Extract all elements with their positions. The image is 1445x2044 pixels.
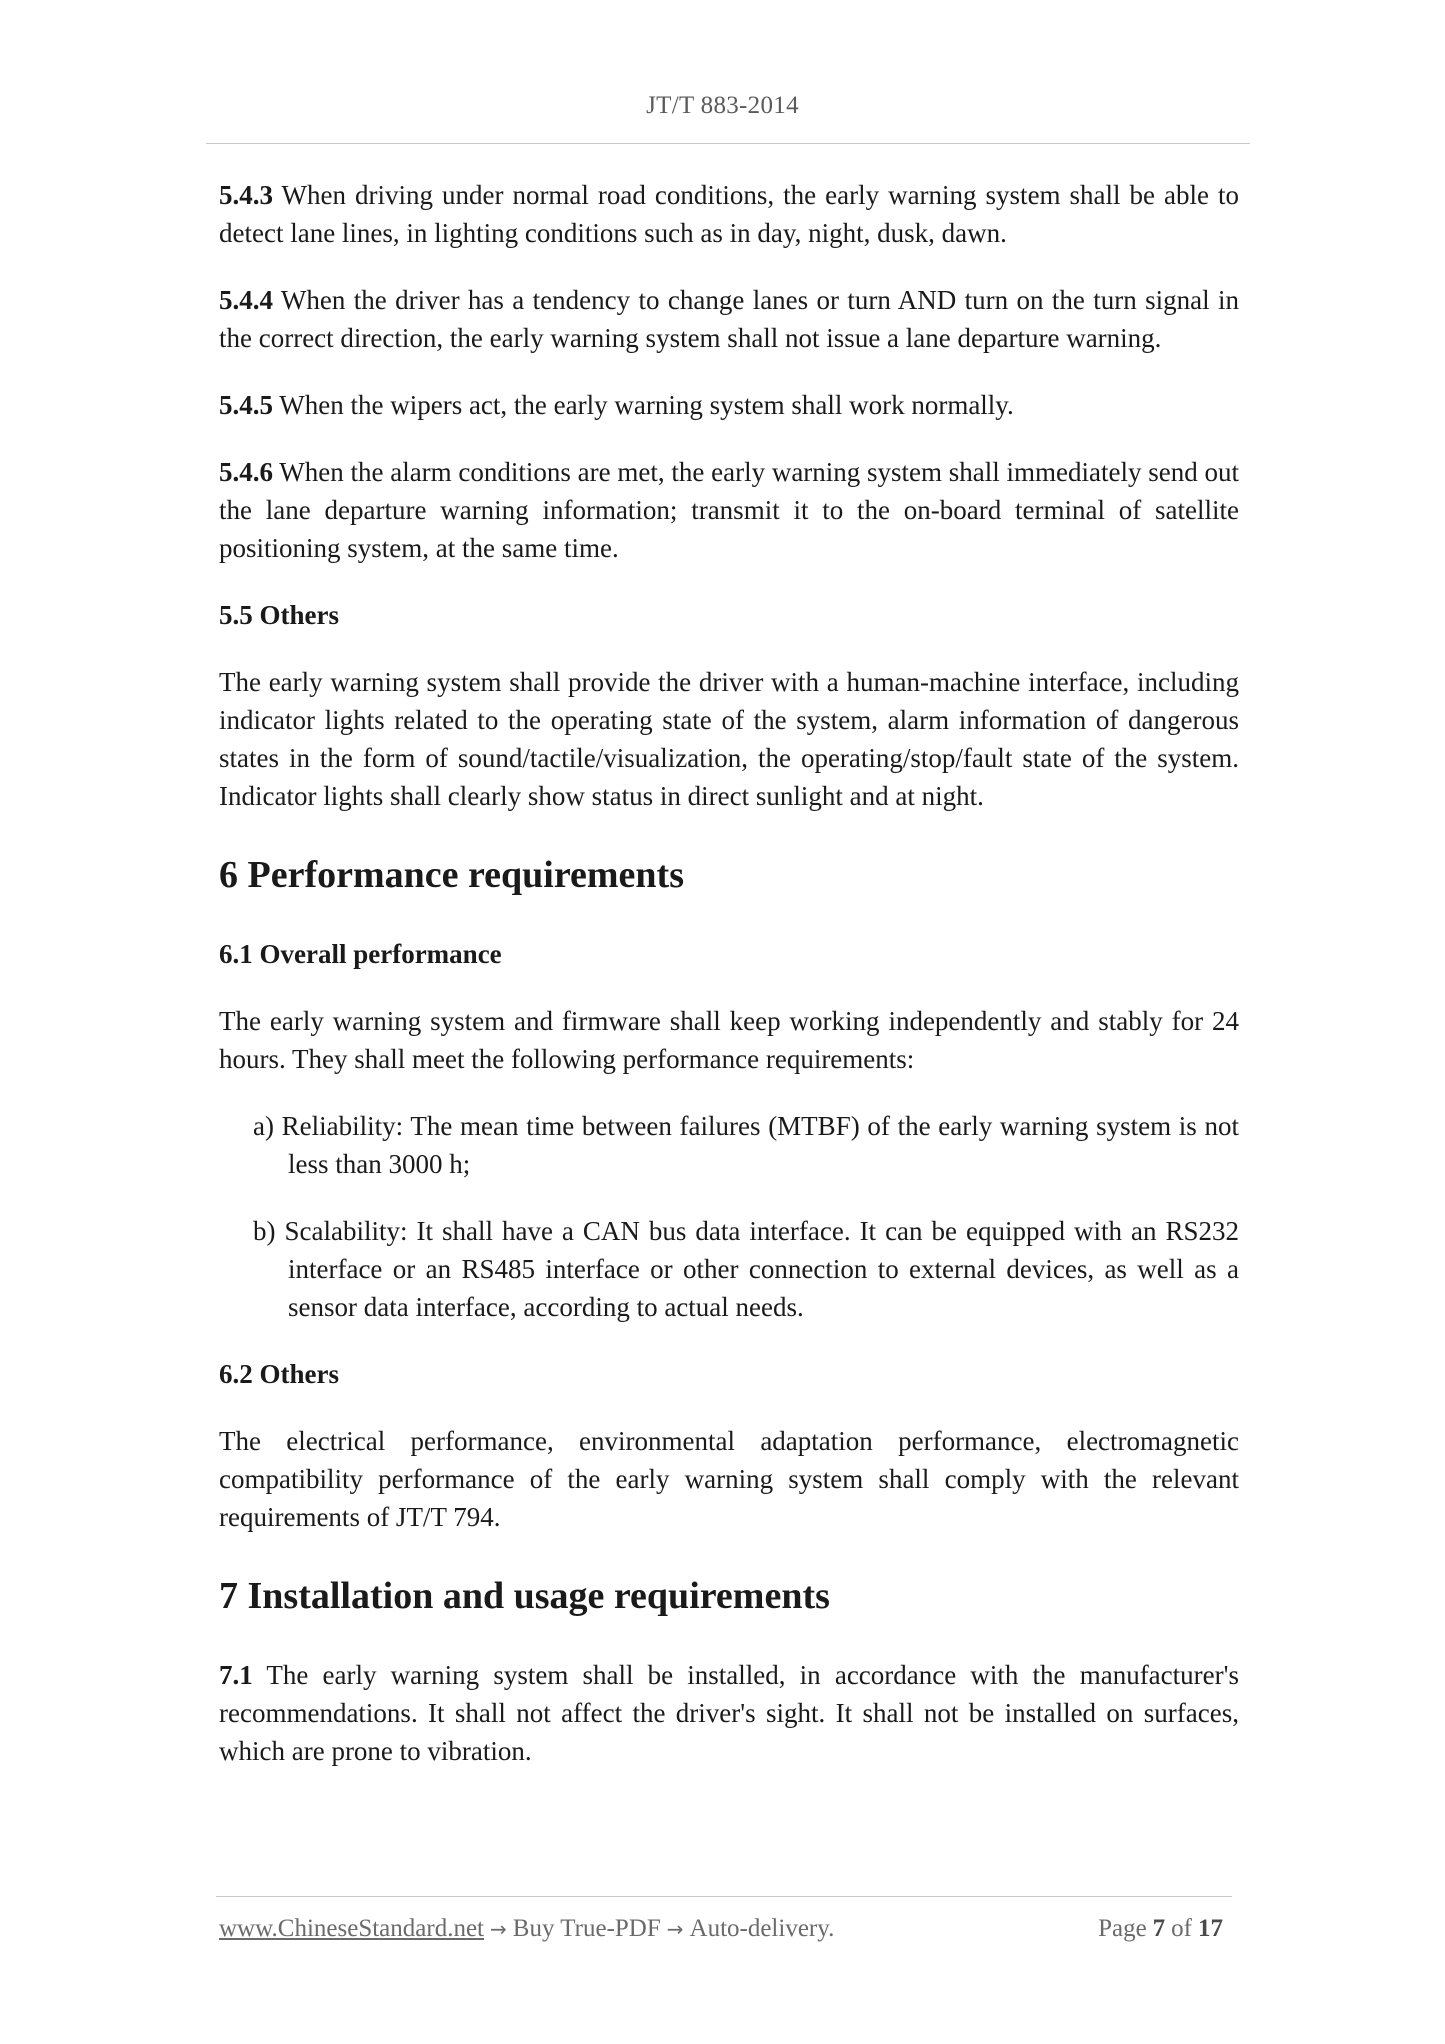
page-number: 7 bbox=[1152, 1915, 1166, 1942]
of-label: of bbox=[1171, 1915, 1192, 1942]
auto-delivery-text: Auto-delivery. bbox=[689, 1915, 835, 1942]
clause-5-4-3 bbox=[219, 176, 1239, 252]
section-heading-6-1: 6.1 Overall performance bbox=[219, 939, 502, 969]
clause-text: When the wipers act, the early warning system shall work normally. bbox=[273, 390, 1014, 420]
section-5-5-text: The early warning system shall provide the driver with a human-machine interface, including indicator lights related to the operating state of the system, alarm information of dangerous states in the form of sound/tactile/visualization, the operating/stop/fault state of the system. Indicator lights shall clearly show status in direct sunlight and at night. bbox=[219, 667, 1239, 811]
arrow-right-icon: → bbox=[666, 1917, 684, 1941]
clause-number: 7.1 bbox=[219, 1660, 253, 1690]
clause-text: When the driver has a tendency to change lanes or turn AND turn on the turn signal in the correct direction, the early warning system shall not issue a lane departure warning. bbox=[219, 285, 1239, 353]
page-total: 17 bbox=[1198, 1915, 1223, 1942]
chapter-heading-7: 7 Installation and usage requirements bbox=[219, 1575, 830, 1617]
page-indicator bbox=[1098, 1915, 1229, 1943]
website-link[interactable]: www.ChineseStandard.net bbox=[219, 1915, 484, 1942]
clause-5-4-5 bbox=[219, 386, 1239, 424]
section-heading-5-5: 5.5 Others bbox=[219, 600, 339, 630]
clause-5-4-6 bbox=[219, 453, 1239, 567]
page-label: Page bbox=[1098, 1915, 1147, 1942]
section-heading-6-2: 6.2 Others bbox=[219, 1359, 339, 1389]
list-item-reliability: a) Reliability: The mean time between failures (MTBF) of the early warning system is not less than 3000 h; bbox=[253, 1111, 1239, 1179]
list-item-scalability: b) Scalability: It shall have a CAN bus data interface. It can be equipped with an RS232 interface or an RS485 interface or other connection to external devices, as well as a sensor data interface, according to actual needs. bbox=[253, 1216, 1239, 1322]
arrow-right-icon: → bbox=[490, 1917, 507, 1941]
clause-7-1 bbox=[219, 1656, 1239, 1770]
clause-text: When the alarm conditions are met, the early warning system shall immediately send out the lane departure warning information; transmit it to the on-board terminal of satellite positioning system, at the same time. bbox=[219, 457, 1239, 563]
section-6-2-text: The electrical performance, environmental adaptation performance, electromagnetic compatibility performance of the early warning system shall comply with the relevant requirements of JT/T 794. bbox=[219, 1426, 1239, 1532]
clause-number: 5.4.6 bbox=[219, 457, 273, 487]
buy-pdf-text: Buy True-PDF bbox=[512, 1915, 661, 1942]
clause-5-4-4 bbox=[219, 281, 1239, 357]
clause-number: 5.4.3 bbox=[219, 180, 273, 210]
clause-text: The early warning system shall be installed, in accordance with the manufacturer's recommendations. It shall not affect the driver's sight. It shall not be installed on surfaces, which are prone to vibration. bbox=[219, 1660, 1239, 1766]
section-6-1-text: The early warning system and firmware shall keep working independently and stably for 24 hours. They shall meet the following performance requirements: bbox=[219, 1006, 1239, 1074]
document-code-header: JT/T 883-2014 bbox=[646, 92, 799, 119]
clause-text: When driving under normal road conditions, the early warning system shall be able to detect lane lines, in lighting conditions such as in day, night, dusk, dawn. bbox=[219, 180, 1239, 248]
footer-promo bbox=[219, 1915, 834, 1943]
clause-number: 5.4.4 bbox=[219, 285, 273, 315]
footer-divider bbox=[216, 1896, 1232, 1897]
clause-number: 5.4.5 bbox=[219, 390, 273, 420]
chapter-heading-6: 6 Performance requirements bbox=[219, 854, 684, 896]
page-content bbox=[219, 176, 1239, 1799]
header-divider bbox=[206, 143, 1250, 144]
